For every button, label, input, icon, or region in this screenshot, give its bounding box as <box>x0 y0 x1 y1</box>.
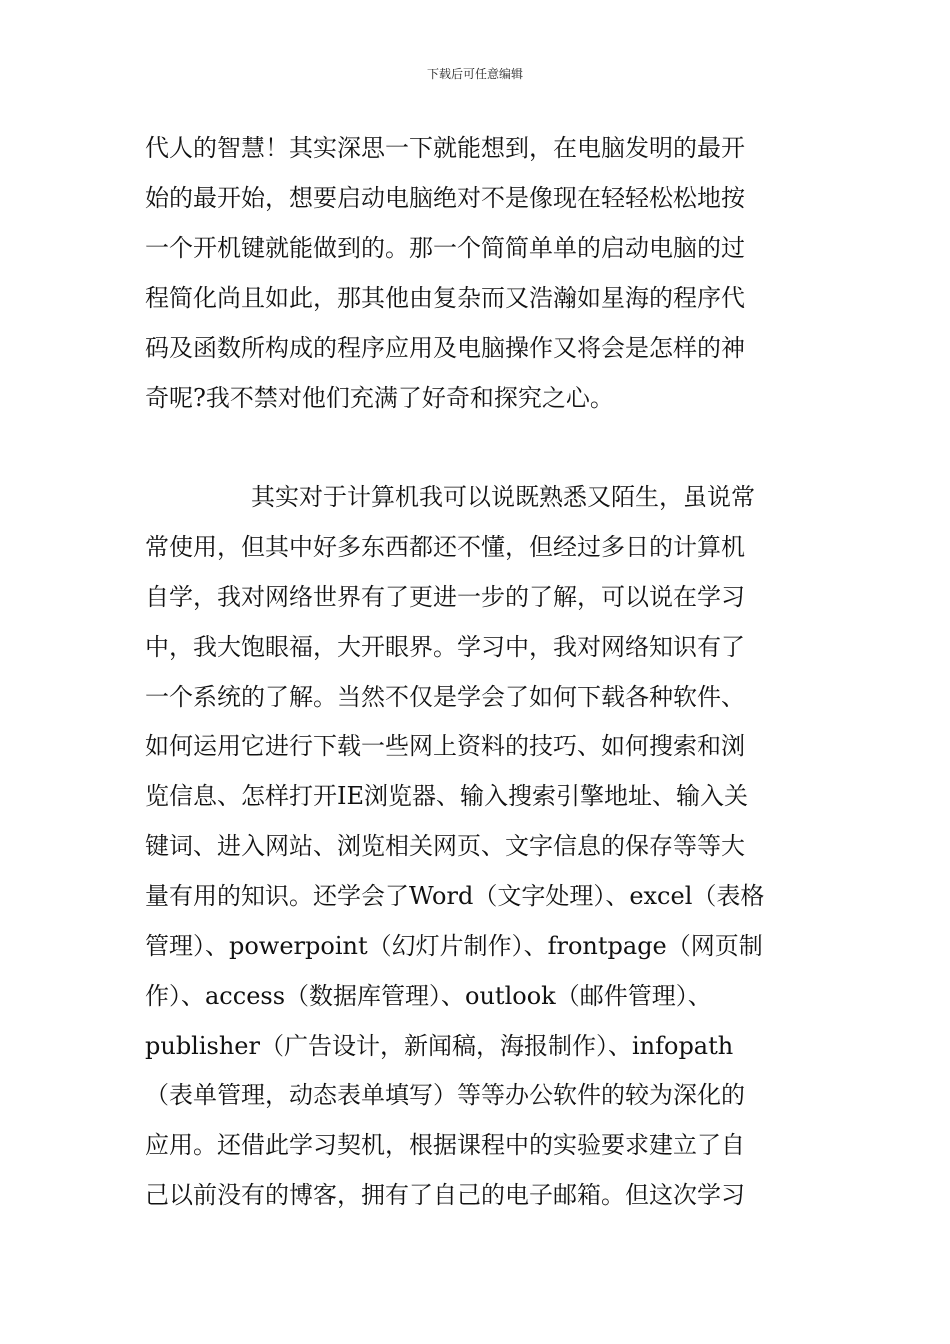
text-line: 应用。还借此学习契机，根据课程中的实验要求建立了自 <box>145 1131 745 1159</box>
text-line: publisher（广告设计，新闻稿，海报制作）、infopath <box>145 1032 734 1060</box>
text-line: 奇呢?我不禁对他们充满了好奇和探究之心。 <box>145 384 614 412</box>
text-line: 程简化尚且如此，那其他由复杂而又浩瀚如星海的程序代 <box>145 284 745 312</box>
text-line: 其实对于计算机我可以说既熟悉又陌生，虽说常 <box>251 483 755 511</box>
text-line: 自学，我对网络世界有了更进一步的了解，可以说在学习 <box>145 583 745 611</box>
page-header: 下载后可任意编辑 <box>426 67 523 81</box>
text-line: 键词、进入网站、浏览相关网页、文字信息的保存等等大 <box>145 832 745 860</box>
text-line: 代人的智慧！其实深思一下就能想到，在电脑发明的最开 <box>145 134 745 162</box>
text-line: 己以前没有的博客，拥有了自己的电子邮箱。但这次学习 <box>145 1181 745 1209</box>
text-line: 管理）、powerpoint（幻灯片制作）、frontpage（网页制 <box>145 932 763 960</box>
text-line: 量有用的知识。还学会了Word（文字处理）、excel（表格 <box>145 882 765 910</box>
text-line: 码及函数所构成的程序应用及电脑操作又将会是怎样的神 <box>145 334 745 362</box>
text-line: 中，我大饱眼福，大开眼界。学习中，我对网络知识有了 <box>145 633 745 661</box>
text-line: 一个系统的了解。当然不仅是学会了如何下载各种软件、 <box>145 683 745 711</box>
text-line: 始的最开始，想要启动电脑绝对不是像现在轻轻松松地按 <box>145 184 745 212</box>
text-line: 如何运用它进行下载一些网上资料的技巧、如何搜索和浏 <box>145 732 745 760</box>
text-line: 一个开机键就能做到的。那一个简简单单的启动电脑的过 <box>145 234 745 262</box>
text-line: （表单管理，动态表单填写）等等办公软件的较为深化的 <box>145 1081 745 1109</box>
text-line: 常使用，但其中好多东西都还不懂，但经过多日的计算机 <box>145 533 745 561</box>
text-line: 览信息、怎样打开IE浏览器、输入搜索引擎地址、输入关 <box>145 782 748 810</box>
text-line: 作）、access（数据库管理）、outlook（邮件管理）、 <box>145 982 712 1010</box>
